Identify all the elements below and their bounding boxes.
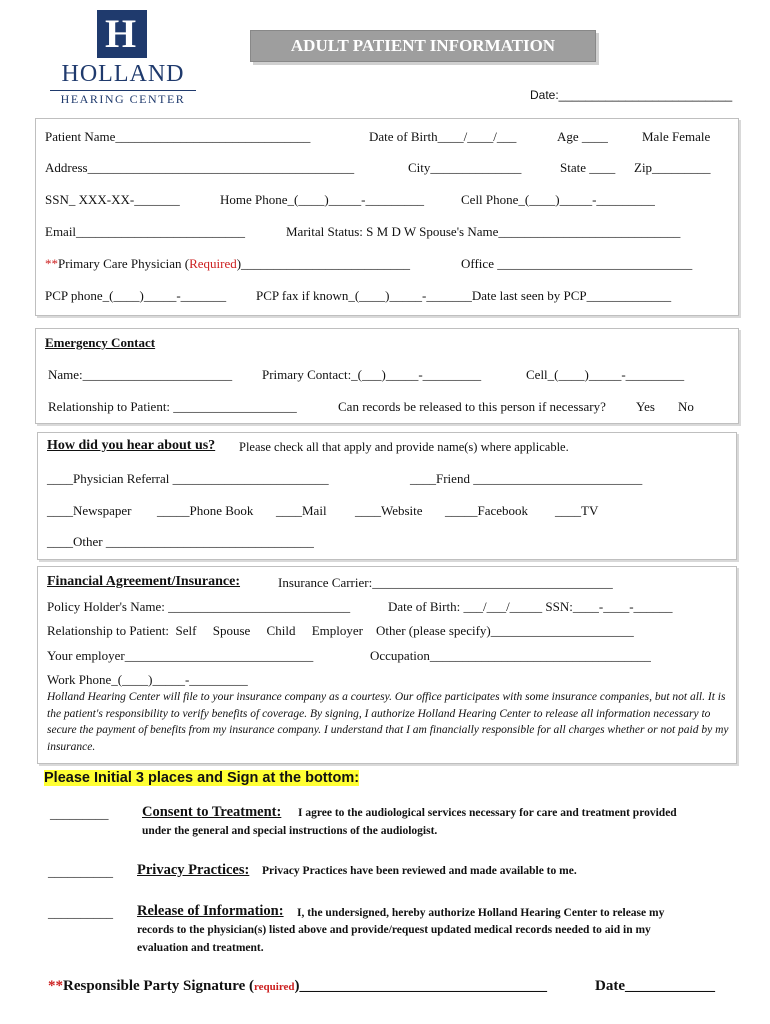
logo-subtitle: HEARING CENTER bbox=[50, 90, 196, 107]
pcp-field[interactable] bbox=[45, 256, 410, 272]
website-option[interactable]: ____Website bbox=[355, 503, 423, 518]
form-title: ADULT PATIENT INFORMATION bbox=[250, 30, 596, 62]
newspaper-option[interactable]: ____Newspaper bbox=[47, 503, 132, 518]
mail-option[interactable]: ____Mail bbox=[276, 503, 327, 518]
pcp-phone-field[interactable]: PCP phone_(____)_____-_______ bbox=[45, 288, 227, 303]
phone-book-option[interactable]: _____Phone Book bbox=[157, 503, 254, 518]
required-mark: ** bbox=[45, 256, 58, 271]
logo-letter: H bbox=[105, 11, 137, 56]
city-field[interactable]: City______________ bbox=[408, 160, 522, 175]
signature-line: )_________________________________ bbox=[294, 978, 548, 994]
employer-field[interactable]: Your employer_____________________________ bbox=[47, 648, 314, 663]
friend-option[interactable]: ____Friend __________________________ bbox=[410, 471, 643, 486]
pcp-line: )__________________________ bbox=[236, 256, 411, 271]
initials-heading-text: Please Initial 3 places and Sign at the bottom: bbox=[44, 770, 360, 786]
policy-holder-dob-field[interactable]: Date of Birth: ___/___/_____ SSN:____-____-______ bbox=[388, 599, 673, 614]
release-text-2: records to the physician(s) listed above and provide/request updated medical records needed to aid in my bbox=[137, 924, 651, 936]
referral-instructions: Please check all that apply and provide name(s) where applicable. bbox=[239, 440, 569, 454]
tv-option[interactable]: ____TV bbox=[555, 503, 599, 518]
signature-date-field[interactable]: Date____________ bbox=[595, 978, 715, 994]
ssn-field[interactable]: SSN_ XXX-XX-_______ bbox=[45, 192, 180, 207]
privacy-text: Privacy Practices have been reviewed and made available to me. bbox=[262, 865, 577, 877]
release-title: Release of Information: bbox=[137, 903, 284, 919]
required-label: required bbox=[253, 981, 295, 993]
insurance-disclaimer: Holland Hearing Center will file to your insurance company as a courtesy. Our office participates with some insurance companies, but not all. It is the patient's responsibility to verify benefits of coverage. By signing, I authorize Holland Hearing Center to release all information necessary to secure the payment of benefits from my insurance company. I understand that I am financially responsible for all charges whether or not paid by my insurance. bbox=[47, 691, 729, 753]
release-yes-option[interactable]: Yes bbox=[636, 399, 655, 414]
zip-field[interactable]: Zip_________ bbox=[634, 160, 711, 175]
date-field[interactable]: Date:__________________________ bbox=[530, 88, 733, 102]
insurance-carrier-field[interactable]: Insurance Carrier:_____________________________________ bbox=[278, 575, 613, 590]
other-option[interactable]: ____Other ________________________________ bbox=[47, 534, 314, 549]
pcp-fax-field[interactable]: PCP fax if known_(____)_____-_______Date last seen by PCP_____________ bbox=[256, 288, 672, 303]
policy-relationship-field[interactable]: Relationship to Patient: Self Spouse Child Employer Other (please specify)______________________ bbox=[47, 623, 634, 638]
emergency-heading: Emergency Contact bbox=[45, 335, 156, 350]
email-field[interactable]: Email__________________________ bbox=[45, 224, 246, 239]
holland-logo-mark bbox=[97, 10, 147, 58]
work-phone-field[interactable]: Work Phone_(____)_____-_________ bbox=[47, 672, 248, 687]
signature-field[interactable] bbox=[48, 978, 547, 995]
emergency-relationship-field[interactable]: Relationship to Patient: ___________________ bbox=[48, 399, 297, 414]
sex-options[interactable]: Male Female bbox=[642, 129, 711, 144]
emergency-cell-field[interactable]: Cell_(____)_____-_________ bbox=[526, 367, 685, 382]
required-mark: ** bbox=[48, 978, 63, 994]
emergency-name-field[interactable]: Name:_______________________ bbox=[48, 367, 233, 382]
dob-field[interactable]: Date of Birth____/____/___ bbox=[369, 129, 517, 144]
cell-phone-field[interactable]: Cell Phone_(____)_____-_________ bbox=[461, 192, 655, 207]
consent-text-1: I agree to the audiological services necessary for care and treatment provided bbox=[298, 807, 677, 819]
patient-info-section bbox=[35, 118, 739, 316]
referral-heading: How did you hear about us? bbox=[47, 438, 216, 453]
marital-status-field[interactable]: Marital Status: S M D W Spouse's Name____________________________ bbox=[286, 224, 681, 239]
office-field[interactable]: Office ______________________________ bbox=[461, 256, 693, 271]
facebook-option[interactable]: _____Facebook bbox=[445, 503, 529, 518]
state-field[interactable]: State ____ bbox=[560, 160, 616, 175]
home-phone-field[interactable]: Home Phone_(____)_____-_________ bbox=[220, 192, 425, 207]
consent-text-2: under the general and special instructions of the audiologist. bbox=[142, 825, 438, 837]
signature-label: Responsible Party Signature ( bbox=[63, 978, 254, 994]
physician-referral-option[interactable]: ____Physician Referral ________________________ bbox=[47, 471, 329, 486]
emergency-primary-field[interactable]: Primary Contact:_(___)_____-_________ bbox=[262, 367, 482, 382]
required-label: Required bbox=[189, 256, 237, 271]
release-text-3: evaluation and treatment. bbox=[137, 942, 264, 954]
release-no-option[interactable]: No bbox=[678, 399, 694, 414]
consent-initial-line[interactable]: _________ bbox=[50, 806, 109, 821]
logo-name: HOLLAND bbox=[61, 61, 185, 87]
occupation-field[interactable]: Occupation__________________________________ bbox=[370, 648, 651, 663]
address-field[interactable]: Address_________________________________________ bbox=[45, 160, 355, 175]
patient-name-field[interactable]: Patient Name______________________________ bbox=[45, 129, 311, 144]
pcp-label: Primary Care Physician ( bbox=[58, 256, 190, 271]
privacy-initial-line[interactable]: __________ bbox=[48, 864, 113, 879]
release-question: Can records be released to this person if necessary? bbox=[338, 399, 606, 414]
privacy-title: Privacy Practices: bbox=[137, 862, 250, 878]
release-initial-line[interactable]: __________ bbox=[48, 905, 113, 920]
consent-title: Consent to Treatment: bbox=[142, 804, 282, 820]
age-field[interactable]: Age ____ bbox=[557, 129, 608, 144]
release-text-1: I, the undersigned, hereby authorize Holland Hearing Center to release my bbox=[297, 907, 665, 919]
initials-heading bbox=[44, 770, 359, 786]
financial-heading: Financial Agreement/Insurance: bbox=[47, 574, 241, 589]
policy-holder-field[interactable]: Policy Holder's Name: ____________________________ bbox=[47, 599, 351, 614]
